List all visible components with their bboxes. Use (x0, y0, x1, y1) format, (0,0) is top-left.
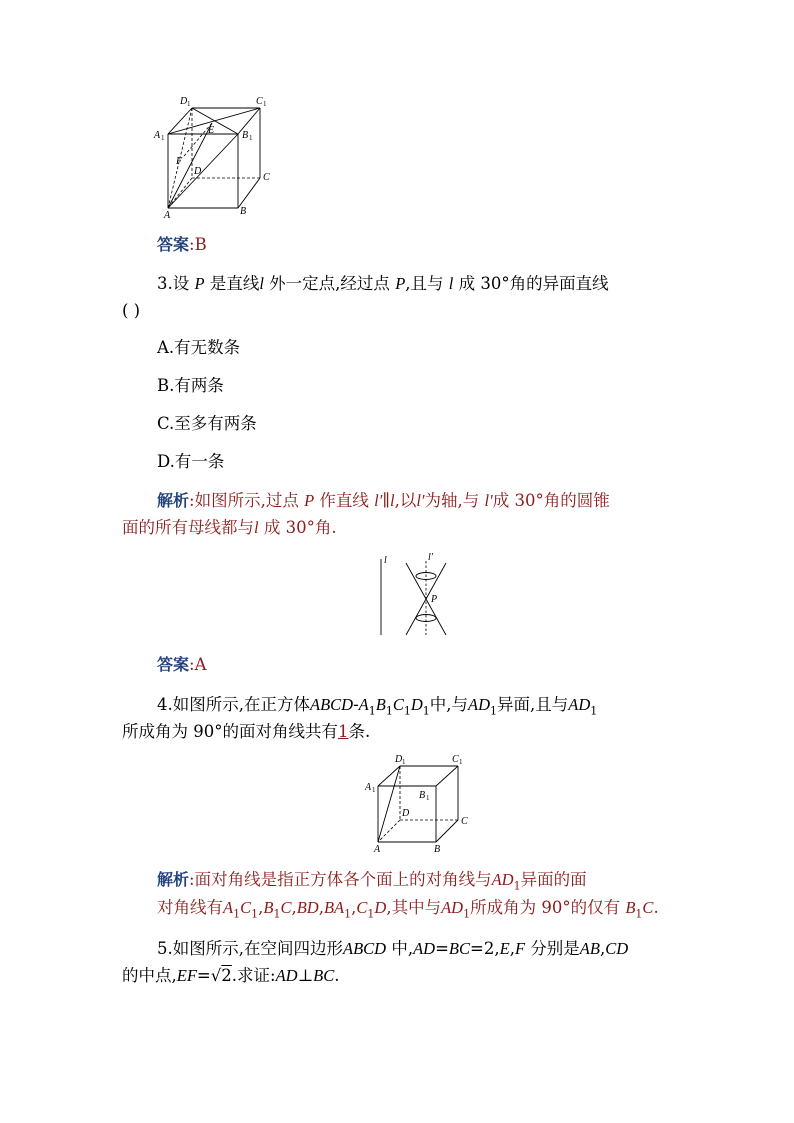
cone-figure (370, 553, 460, 639)
question-3: 3.设 P 是直线l 外一定点,经过点 P,且与 l 成 30°角的异面直线 (157, 274, 609, 293)
fig3-label-b1: B (419, 790, 426, 801)
fig1-label-e: E (208, 125, 215, 136)
question-5-line-2: 的中点,EF=√2.求证:AD⊥BC. (122, 966, 340, 985)
fig1-label-d: D (194, 166, 202, 177)
fig3-label-a: A (374, 844, 381, 855)
fig1-label-c: C (263, 172, 270, 183)
question-5-line-1: 5.如图所示,在空间四边形ABCD 中,AD=BC=2,E,F 分别是AB,CD (157, 939, 629, 958)
analysis-4-line-2: 对角线有$A_1C_1,B_1C,BD,BA_1,C_1D$,其中与$AD_1$所成角为 90°的仅有 $B_1C$. (157, 898, 659, 921)
cube-figure-2 (362, 752, 472, 860)
fig1-label-a: A (164, 210, 171, 220)
option-c: C.至多有两条 (157, 414, 257, 433)
cube-figure-1 (150, 92, 280, 220)
fig1-label-b1: B (242, 130, 249, 141)
fig3-label-a1: A (365, 782, 372, 793)
fig1-label-a1: A (154, 130, 161, 141)
option-d: D.有一条 (157, 452, 225, 471)
fig1-label-f: F (176, 156, 183, 167)
svg-text:1: 1 (187, 100, 191, 108)
fig3-label-d1: D (395, 754, 403, 765)
fig2-label-p: P (431, 594, 438, 605)
fig2-label-l: l (384, 555, 387, 566)
fig1-label-b: B (240, 206, 247, 217)
fig2-label-lp: l′ (428, 553, 433, 563)
svg-text:1: 1 (249, 134, 253, 142)
fig3-label-c1: C (452, 754, 459, 765)
question-3-paren: ( ) (122, 301, 141, 320)
analysis-4-line-1: 解析:面对角线是指正方体各个面上的对角线与$AD_1$异面的面 (157, 870, 587, 893)
question-4-line-1: 4.如图所示,在正方体ABCD-$A_1B_1C_1D_1$中,与$AD_1$异面,且与$AD_1$ (157, 695, 598, 718)
fig3-label-b: B (434, 844, 441, 855)
question-4-line-2: 所成角为 90°的面对角线共有1条. (122, 722, 371, 741)
analysis-3-line-1: 解析:如图所示,过点 P 作直线 l′∥l,以l′为轴,与 l′成 30°角的圆锥 (157, 491, 610, 510)
fig3-label-c: C (461, 816, 468, 827)
answer-1: 答案:B (157, 235, 207, 254)
option-b: B.有两条 (157, 376, 224, 395)
svg-text:1: 1 (402, 758, 406, 766)
svg-text:1: 1 (459, 758, 463, 766)
svg-text:1: 1 (372, 786, 376, 794)
svg-text:1: 1 (426, 794, 430, 802)
analysis-3-line-2: 面的所有母线都与l 成 30°角. (122, 518, 337, 537)
answer-3: 答案:A (157, 655, 207, 674)
fig3-label-d: D (402, 808, 410, 819)
option-a: A.有无数条 (157, 338, 241, 357)
svg-text:1: 1 (161, 134, 165, 142)
fig1-label-c1: C (256, 96, 263, 107)
question-4-blank: 1 (338, 722, 349, 741)
fig1-label-d1: D (180, 96, 188, 107)
svg-text:1: 1 (263, 100, 267, 108)
